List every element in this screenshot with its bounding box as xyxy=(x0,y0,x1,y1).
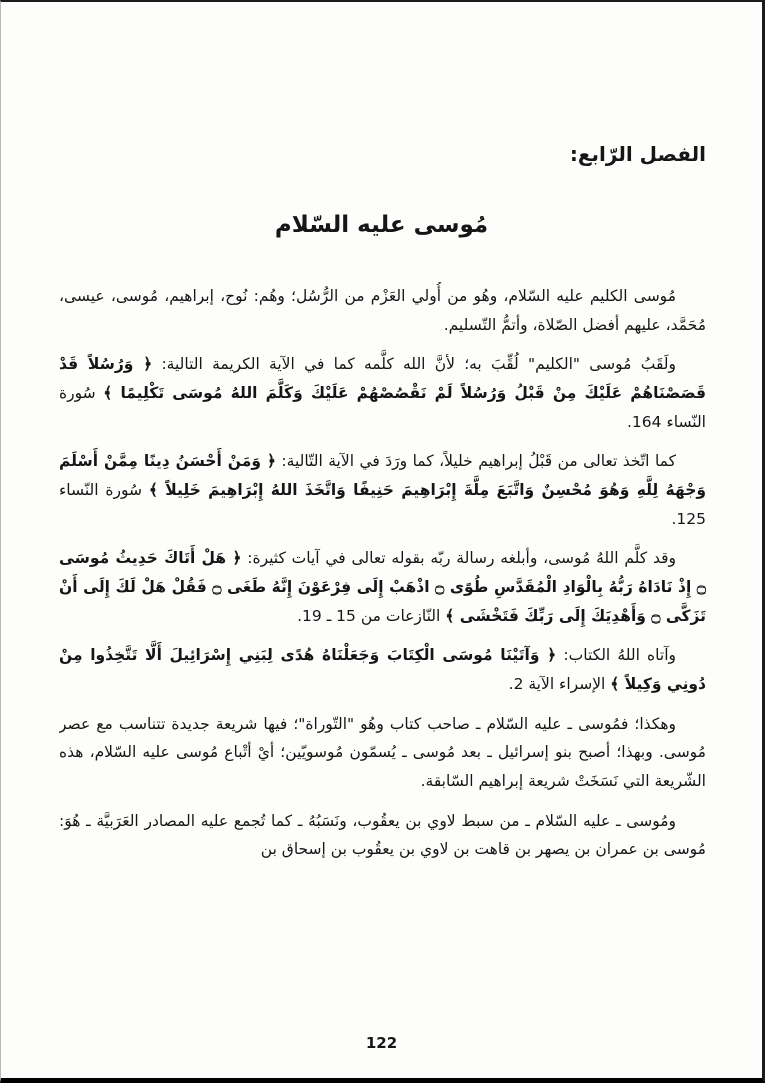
body-text: سُورة النّساء 125. xyxy=(59,481,706,528)
body-text: وآتاه اللهُ الكتاب: xyxy=(556,646,676,665)
paragraph-ibrahim-khalil xyxy=(59,447,706,533)
body-text-block xyxy=(59,282,706,875)
body-text: ولَقَبُ مُوسى "الكليم" لُقِّبَ به؛ لأنَّ الله كلَّمه كما في الآية الكريمة التالية: xyxy=(152,355,676,374)
body-text: مُوسى الكليم عليه السّلام، وهُو من أُولي العَزْم من الرُّسُل؛ وهُم: نُوح، إبراهيم، مُوسى، عيسى، مُحَمَّد، عليهم أفضل الصّلاة، وأتمُّ التّسليم. xyxy=(59,287,706,334)
body-text: الإسراء الآية 2. xyxy=(508,675,611,694)
page-title: مُوسى عليه السّلام xyxy=(274,212,489,238)
paragraph-kalim-title xyxy=(59,350,706,436)
body-text: وقد كلَّم اللهُ مُوسى، وأبلغه رسالة ربّه بقوله تعالى في آيات كثيرة: xyxy=(241,549,677,568)
body-text: سُورة النّساء 164. xyxy=(59,384,706,431)
body-text: ومُوسى ـ عليه السّلام ـ من سبط لاوي بن يعقُوب، ونَسَبُهُ ـ كما تُجمع عليه المصادر العَرَبيَّة ـ هُوَ: مُوسى بن عمران بن يصهر بن قاهت بن لاوي بن يعقُوب بن إسحاق بن xyxy=(59,811,706,859)
paragraph-intro xyxy=(59,282,706,339)
page-number: 122 xyxy=(365,1034,398,1052)
quran-verse: ﴿ وَرُسُلاً قَدْ قَصَصْنَاهُمْ عَلَيْكَ مِنْ قَبْلُ وَرُسُلاً لَمْ نَقْصُصْهُمْ عَلَيْكَ وَكَلَّمَ اللهُ مُوسَى تَكْلِيمًا ﴾ xyxy=(59,355,706,403)
body-text: النّازعات من 15 ـ 19. xyxy=(297,606,446,625)
body-text: كما اتّخذ تعالى من قَبْلُ إبراهيم خليلاً، كما ورَدَ في الآية التّالية: xyxy=(275,452,677,471)
body-text: وهكذا؛ فمُوسى ـ عليه السّلام ـ صاحب كتاب وهُو "التّوراة"؛ فيها شريعة جديدة تتناسب مع عصر مُوسى. وبهذا؛ أصبح بنو إسرائيل ـ بعد مُوسى ـ يُسمّون مُوسويّين؛ أيْ أتْباع مُوسى عليه السّلام، هذه الشّريعة التي نَسَخَتْ شريعة إبراهيم السّابقة. xyxy=(59,714,706,791)
quran-verse: ﴿ وَآتَيْنَا مُوسَى الْكِتَابَ وَجَعَلْنَاهُ هُدًى لِبَنِي إِسْرَائِيلَ أَلَّا تَتَّخِذُوا مِنْ دُونِي وَكِيلاً ﴾ xyxy=(59,646,706,694)
paragraph-naziat-verses xyxy=(59,544,706,630)
chapter-heading: الفصل الرّابع: xyxy=(569,142,706,166)
paragraph-kitab xyxy=(59,641,706,698)
paragraph-lineage xyxy=(59,807,706,864)
quran-verse: ﴿ هَلْ أَتَاكَ حَدِيثُ مُوسَى ۝ إِذْ نَادَاهُ رَبُّهُ بِالْوَادِ الْمُقَدَّسِ طُوًى ۝ اذْهَبْ إِلَى فِرْعَوْنَ إِنَّهُ طَغَى ۝ فَقُلْ هَلْ لَكَ إِلَى أَنْ تَزَكَّى ۝ وَأَهْدِيَكَ إِلَى رَبِّكَ فَتَخْشَى ﴾ xyxy=(59,549,706,625)
quran-verse: ﴿ وَمَنْ أَحْسَنُ دِينًا مِمَّنْ أَسْلَمَ وَجْهَهُ لِلَّهِ وَهُوَ مُحْسِنٌ وَاتَّبَعَ مِلَّةَ إِبْرَاهِيمَ حَنِيفًا وَاتَّخَذَ اللهُ إِبْرَاهِيمَ خَلِيلاً ﴾ xyxy=(59,452,706,500)
paragraph-torah xyxy=(59,710,706,796)
